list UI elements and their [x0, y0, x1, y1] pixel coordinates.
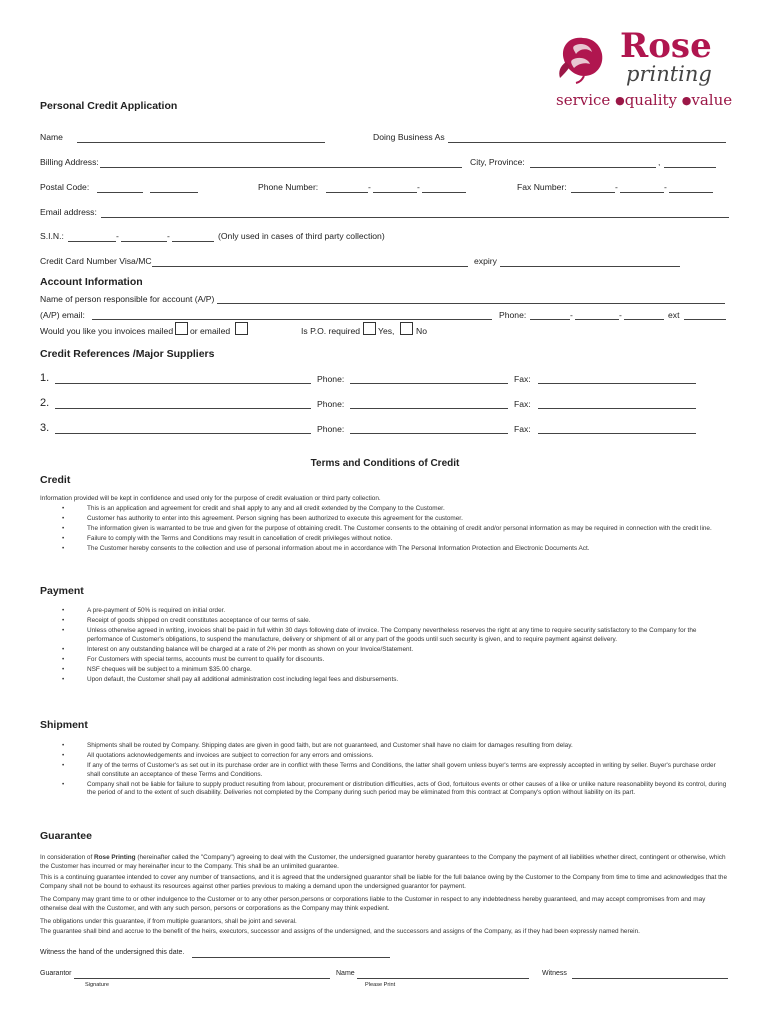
po-yes-label: Yes,	[378, 326, 395, 336]
guarantee-paragraph-1	[40, 854, 730, 872]
fax-area-field[interactable]	[571, 192, 615, 193]
reference-fax-field[interactable]	[538, 433, 696, 434]
postal-code-field-1[interactable]	[97, 192, 143, 193]
reference-fax-label: Fax:	[514, 424, 531, 434]
print-name-label: Name	[336, 970, 355, 977]
expiry-label: expiry	[474, 256, 497, 266]
list-item: • A pre-payment of 50% is required on initial order.	[62, 607, 730, 616]
references-heading: Credit References /Major Suppliers	[40, 348, 215, 360]
signature-caption: Signature	[85, 982, 109, 988]
dba-field[interactable]	[448, 142, 726, 143]
payment-bullet-list	[62, 607, 730, 686]
logo-rose: Rose	[620, 26, 712, 66]
credit-card-label: Credit Card Number Visa/MC	[40, 256, 152, 266]
phone-prefix-field[interactable]	[373, 192, 417, 193]
sin-note: (Only used in cases of third party collection)	[218, 231, 385, 241]
guarantor-label: Guarantor	[40, 970, 72, 977]
reference-phone-field[interactable]	[350, 433, 508, 434]
comma: ,	[658, 157, 661, 167]
po-required-label: Is P.O. required	[301, 326, 361, 336]
shipment-heading: Shipment	[40, 719, 88, 731]
credit-heading: Credit	[40, 474, 71, 486]
dash: -	[664, 182, 667, 192]
date-field[interactable]	[192, 957, 390, 958]
list-item: • Shipments shall be routed by Company. Shipping dates are given in good faith, but are not guaranteed, and Customer shall have no claim for damages resulting from delay.	[62, 742, 730, 751]
list-item: • Company shall not be liable for failure to supply product resulting from labour, procurement or distribution difficulties, acts of God, fortuitous events or other causes of a like or unlike nature reasonability beyond its control, during the period of and to the extent of such disability. Deliveries not completed by the Company during such period may be eliminated from this contract at Company's option without liability on its part.	[62, 781, 730, 798]
reference-number: 2.	[40, 397, 50, 409]
dash: -	[368, 182, 371, 192]
responsible-field[interactable]	[217, 303, 725, 304]
dot-icon: ●	[615, 94, 625, 107]
reference-name-field[interactable]	[55, 433, 311, 434]
logo-printing: printing	[626, 62, 712, 86]
expiry-field[interactable]	[500, 266, 680, 267]
guarantee-paragraph-5: The guarantee shall bind and accrue to the benefit of the heirs, executors, successor and assigns of the undersigned, and the successors and assigns of the Company, as if they had been expressly named herein.	[40, 928, 640, 935]
sin-field-3[interactable]	[172, 241, 214, 242]
dash: -	[615, 182, 618, 192]
fax-prefix-field[interactable]	[620, 192, 664, 193]
list-item: • Upon default, the Customer shall pay all additional administration cost including legal fees and disbursements.	[62, 676, 730, 685]
dash: -	[167, 231, 170, 241]
list-item: • Customer has authority to enter into this agreement. Person signing has been authorized to execute this agreement for the customer.	[62, 515, 730, 524]
list-item: • The Customer hereby consents to the collection and use of personal information about me in accordance with The Personal Information Protection and Electronic Documents Act.	[62, 545, 730, 554]
guarantee-paragraph-3: The Company may grant time to or other indulgence to the Customer or to any other person,persons or corporations liable to the Customer in respect to any indebtedness hereby guaranteed, and may accept compromises from and may otherwise deal with the Customer, and with any such person, persons or corporations as the Company may think expedient.	[40, 896, 706, 912]
payment-heading: Payment	[40, 585, 84, 597]
postal-code-field-2[interactable]	[150, 192, 198, 193]
reference-row-3	[0, 422, 770, 436]
ap-email-field[interactable]	[92, 319, 492, 320]
po-yes-checkbox[interactable]	[363, 322, 376, 335]
reference-phone-label: Phone:	[317, 399, 345, 409]
fax-line-field[interactable]	[669, 192, 713, 193]
witness-label: Witness	[542, 970, 567, 977]
city-field[interactable]	[530, 167, 656, 168]
list-item: • This is an application and agreement for credit and shall apply to any and all credit extended by the Company to the Customer.	[62, 505, 730, 514]
dash: -	[116, 231, 119, 241]
reference-number: 3.	[40, 422, 50, 434]
phone-line-field[interactable]	[422, 192, 466, 193]
city-province-label: City, Province:	[470, 157, 525, 167]
list-item: • Unless otherwise agreed in writing, invoices shall be paid in full within 30 days following date of invoice. The Company nevertheless reserves the right at any time to require security satisfactory to the Company for the performance of Customer's obligations, to suspend the manufacture, delivery or shipment of all or any part of the goods until such security is given, and to require payment against delivery.	[62, 627, 730, 644]
billing-address-label: Billing Address:	[40, 157, 99, 167]
shipment-bullet-list	[62, 742, 730, 800]
reference-phone-label: Phone:	[317, 424, 345, 434]
rose-icon	[554, 32, 612, 84]
ap-email-label: (A/P) email:	[40, 310, 85, 320]
page-title: Personal Credit Application	[40, 100, 178, 112]
list-item: • For Customers with special terms, accounts must be current to qualify for discounts.	[62, 656, 730, 665]
list-item: • All quotations acknowledgements and invoices are subject to correction for any errors and omissions.	[62, 752, 730, 761]
please-print-caption: Please Print	[365, 982, 396, 988]
dash: -	[570, 310, 573, 320]
reference-phone-field[interactable]	[350, 408, 508, 409]
credit-card-field[interactable]	[152, 266, 468, 267]
guarantee-paragraph-4: The obligations under this guarantee, if from multiple guarantors, shall be joint and several.	[40, 918, 297, 925]
reference-name-field[interactable]	[55, 408, 311, 409]
print-name-field[interactable]	[357, 978, 529, 979]
guarantee-heading: Guarantee	[40, 830, 92, 842]
ext-label: ext	[668, 310, 680, 320]
list-item: • If any of the terms of Customer's as set out in its purchase order are in conflict with these Terms and Conditions, the latter shall govern unless buyer's terms are expressly accepted in writing by seller. Buyer's purchase order shall constitute an acceptance of these Terms and Conditions.	[62, 762, 730, 779]
list-item: • The information given is warranted to be true and given for the purpose of obtaining credit. The Customer consents to the obtaining of credit and/or personal information as may be required in connection with the credit line.	[62, 525, 730, 534]
guarantee-p1-post: (hereinafter called the "Company") agreeing to deal with the Customer, the undersigned guarantor hereby guarantees to the Company the payment of all liabilities whether direct, contingent or otherwise, which the Customer has incurred or may hereinafter incur to the Company. This shall be an unlimited guarantee.	[40, 854, 726, 870]
logo	[552, 26, 732, 116]
reference-fax-label: Fax:	[514, 399, 531, 409]
email-label: Email address:	[40, 207, 97, 217]
or-emailed-label: or emailed	[190, 326, 231, 336]
sin-field-1[interactable]	[68, 241, 116, 242]
ap-phone-line-field[interactable]	[624, 319, 664, 320]
mailed-checkbox[interactable]	[175, 322, 188, 335]
guarantor-signature-field[interactable]	[74, 978, 330, 979]
sin-field-2[interactable]	[121, 241, 167, 242]
terms-heading: Terms and Conditions of Credit	[310, 458, 460, 469]
list-item: • Receipt of goods shipped on credit constitutes acceptance of our terms of sale.	[62, 617, 730, 626]
list-item: • Failure to comply with the Terms and Conditions may result in cancellation of credit privileges without notice.	[62, 535, 730, 544]
list-item: • NSF cheques will be subject to a minimum $35.00 charge.	[62, 666, 730, 675]
logo-tag-value: value	[691, 91, 733, 109]
ap-phone-label: Phone:	[499, 310, 527, 320]
name-label: Name	[40, 132, 63, 142]
reference-fax-label: Fax:	[514, 374, 531, 384]
dot-icon: ●	[681, 94, 692, 107]
reference-row-1	[0, 372, 770, 386]
reference-fax-field[interactable]	[538, 408, 696, 409]
reference-phone-field[interactable]	[350, 383, 508, 384]
witness-field[interactable]	[572, 978, 728, 979]
logo-tag-quality: quality	[624, 91, 677, 109]
emailed-checkbox[interactable]	[235, 322, 248, 335]
postal-code-label: Postal Code:	[40, 182, 90, 192]
credit-bullet-list	[62, 505, 730, 555]
reference-fax-field[interactable]	[538, 383, 696, 384]
phone-number-label: Phone Number:	[258, 182, 319, 192]
reference-phone-label: Phone:	[317, 374, 345, 384]
list-item: • Interest on any outstanding balance will be charged at a rate of 2% per month as shown on your Invoice/Statement.	[62, 646, 730, 655]
dba-label: Doing Business As	[373, 132, 445, 142]
billing-address-field[interactable]	[100, 167, 462, 168]
email-field[interactable]	[101, 217, 729, 218]
sin-label: S.I.N.:	[40, 231, 64, 241]
phone-area-field[interactable]	[326, 192, 368, 193]
guarantee-p1-pre: In consideration of	[40, 854, 94, 861]
ap-phone-prefix-field[interactable]	[575, 319, 619, 320]
ap-phone-area-field[interactable]	[530, 319, 570, 320]
credit-intro: Information provided will be kept in confidence and used only for the purpose of credit evaluation or third party collection.	[40, 495, 381, 502]
dash: -	[417, 182, 420, 192]
logo-tagline	[556, 91, 732, 109]
witness-hand-label: Witness the hand of the undersigned this date.	[40, 949, 185, 956]
account-heading: Account Information	[40, 276, 143, 288]
ext-field[interactable]	[684, 319, 726, 320]
reference-name-field[interactable]	[55, 383, 311, 384]
dash: -	[619, 310, 622, 320]
po-no-checkbox[interactable]	[400, 322, 413, 335]
province-field[interactable]	[664, 167, 716, 168]
fax-number-label: Fax Number:	[517, 182, 567, 192]
guarantee-paragraph-2: This is a continuing guarantee intended to cover any number of transactions, and it is agreed that the undersigned guarantor shall be liable for the full balance owing by the Customer to the Company from time to time and acknowledges that the Company shall not be bound to exhaust its resources against other parties previous to making a demand upon the undersigned guarantor for payment.	[40, 874, 728, 890]
po-no-label: No	[416, 326, 427, 336]
logo-tag-service: service	[556, 91, 611, 109]
invoices-question: Would you like you invoices mailed	[40, 326, 174, 336]
company-name: Rose Printing	[94, 854, 136, 861]
reference-row-2	[0, 397, 770, 411]
name-field[interactable]	[77, 142, 325, 143]
reference-number: 1.	[40, 372, 50, 384]
responsible-label: Name of person responsible for account (A/P)	[40, 294, 215, 304]
